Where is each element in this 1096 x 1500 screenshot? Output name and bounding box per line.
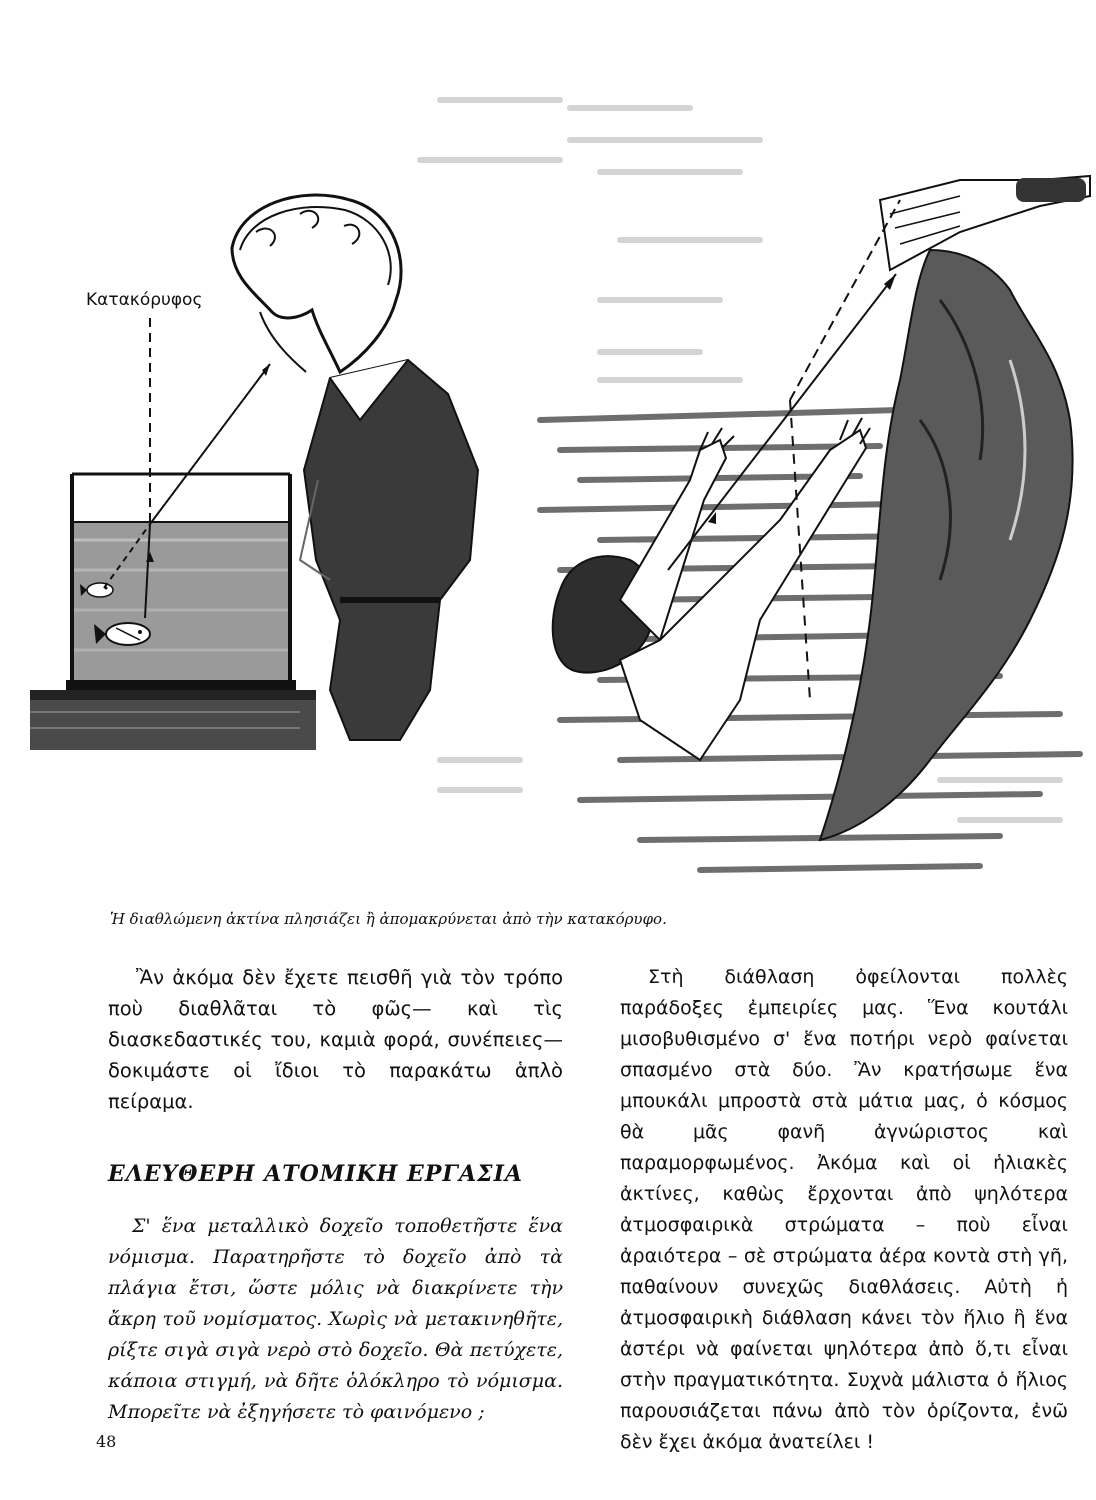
aquarium bbox=[66, 474, 296, 690]
harpoon-gun-icon bbox=[880, 176, 1090, 270]
refraction-paragraph: Στὴ διάθλαση ὀφείλονται πολλὲς παράδοξες ἐμπειρίες μας. Ἕνα κουτάλι μισοβυθισμένο σ' ἕνα ποτήρι νερὸ φαίνεται σπασμένο στὰ δύο. Ἂν κρατήσωμε ἕνα μπουκάλι μπροστὰ στὰ μάτια μας, ὁ κόσμος θὰ μᾶς φανῆ ἀγνώριστος καὶ παραμορφωμένος. Ἀκόμα καὶ οἱ ἡλιακὲς ἀκτίνες, καθὼς ἔρχονται ἀπὸ ψηλότερα ἀτμοσφαιρικὰ στρώματα – ποὺ εἶναι ἀραιότερα – σὲ στρώματα ἀέρα κοντὰ στὴ γῆ, παθαίνουν συνεχῶς διαθλάσεις. Αὐτὴ ἡ ἀτμοσφαιρικὴ διάθλαση κάνει τὸν ἥλιο ἢ ἕνα ἀστέρι νὰ φαίνεται ψηλότερα ἀπὸ ὅ,τι εἶναι στὴν πραγματικότητα. Συχνὰ μάλιστα ὁ ἥλιος παρουσιάζεται πάνω ἀπὸ τὸν ὁρίζοντα, ἐνῶ δὲν ἔχει ἀκόμα ἀνατείλει ! bbox=[620, 966, 1068, 1453]
table bbox=[30, 690, 316, 750]
exercise-heading: ΕΛΕΥΘΕΡΗ ΑΤΟΜΙΚΗ ΕΡΓΑΣΙΑ bbox=[108, 1161, 523, 1187]
intro-paragraph: Ἂν ἀκόμα δὲν ἔχετε πεισθῆ γιὰ τὸν τρόπο ποὺ διαθλᾶται τὸ φῶς— καὶ τὶς διασκεδαστικές του, καμιὰ φορά, συνέπειες— δοκιμάστε οἱ ἴδιοι τὸ παρακάτω ἁπλὸ πείραμα. bbox=[108, 966, 563, 1113]
page-number: 48 bbox=[96, 1432, 117, 1451]
exercise-text: Σ' ἕνα μεταλλικὸ δοχεῖο τοποθετῆστε ἕνα νόμισμα. Παρατηρῆστε τὸ δοχεῖο ἀπὸ τὰ πλάγια ἔτσι, ὥστε μόλις νὰ διακρίνετε τὴν ἄκρη τοῦ νομίσματος. Χωρὶς νὰ μετακινηθῆτε, ρίξτε σιγὰ σιγὰ νερὸ στὸ δοχεῖο. Θὰ πετύχετε, κάποια στιγμή, νὰ δῆτε ὁλόκληρο τὸ νόμισμα. Μπορεῖτε νὰ ἐξηγήσετε τὸ φαινόμενο ; bbox=[108, 1215, 563, 1423]
cliff bbox=[820, 250, 1073, 840]
apparent-sight-ray bbox=[790, 200, 900, 400]
right-column bbox=[620, 962, 1068, 1458]
figure-caption: Ἡ διαθλώμενη ἀκτίνα πλησιάζει ἢ ἀπομακρύνεται ἀπὸ τὴν κατακόρυφο. bbox=[110, 910, 667, 928]
left-column bbox=[108, 962, 563, 1428]
vertical-label: Κατακόρυφος bbox=[86, 290, 203, 310]
swimmer-figure bbox=[553, 418, 870, 760]
